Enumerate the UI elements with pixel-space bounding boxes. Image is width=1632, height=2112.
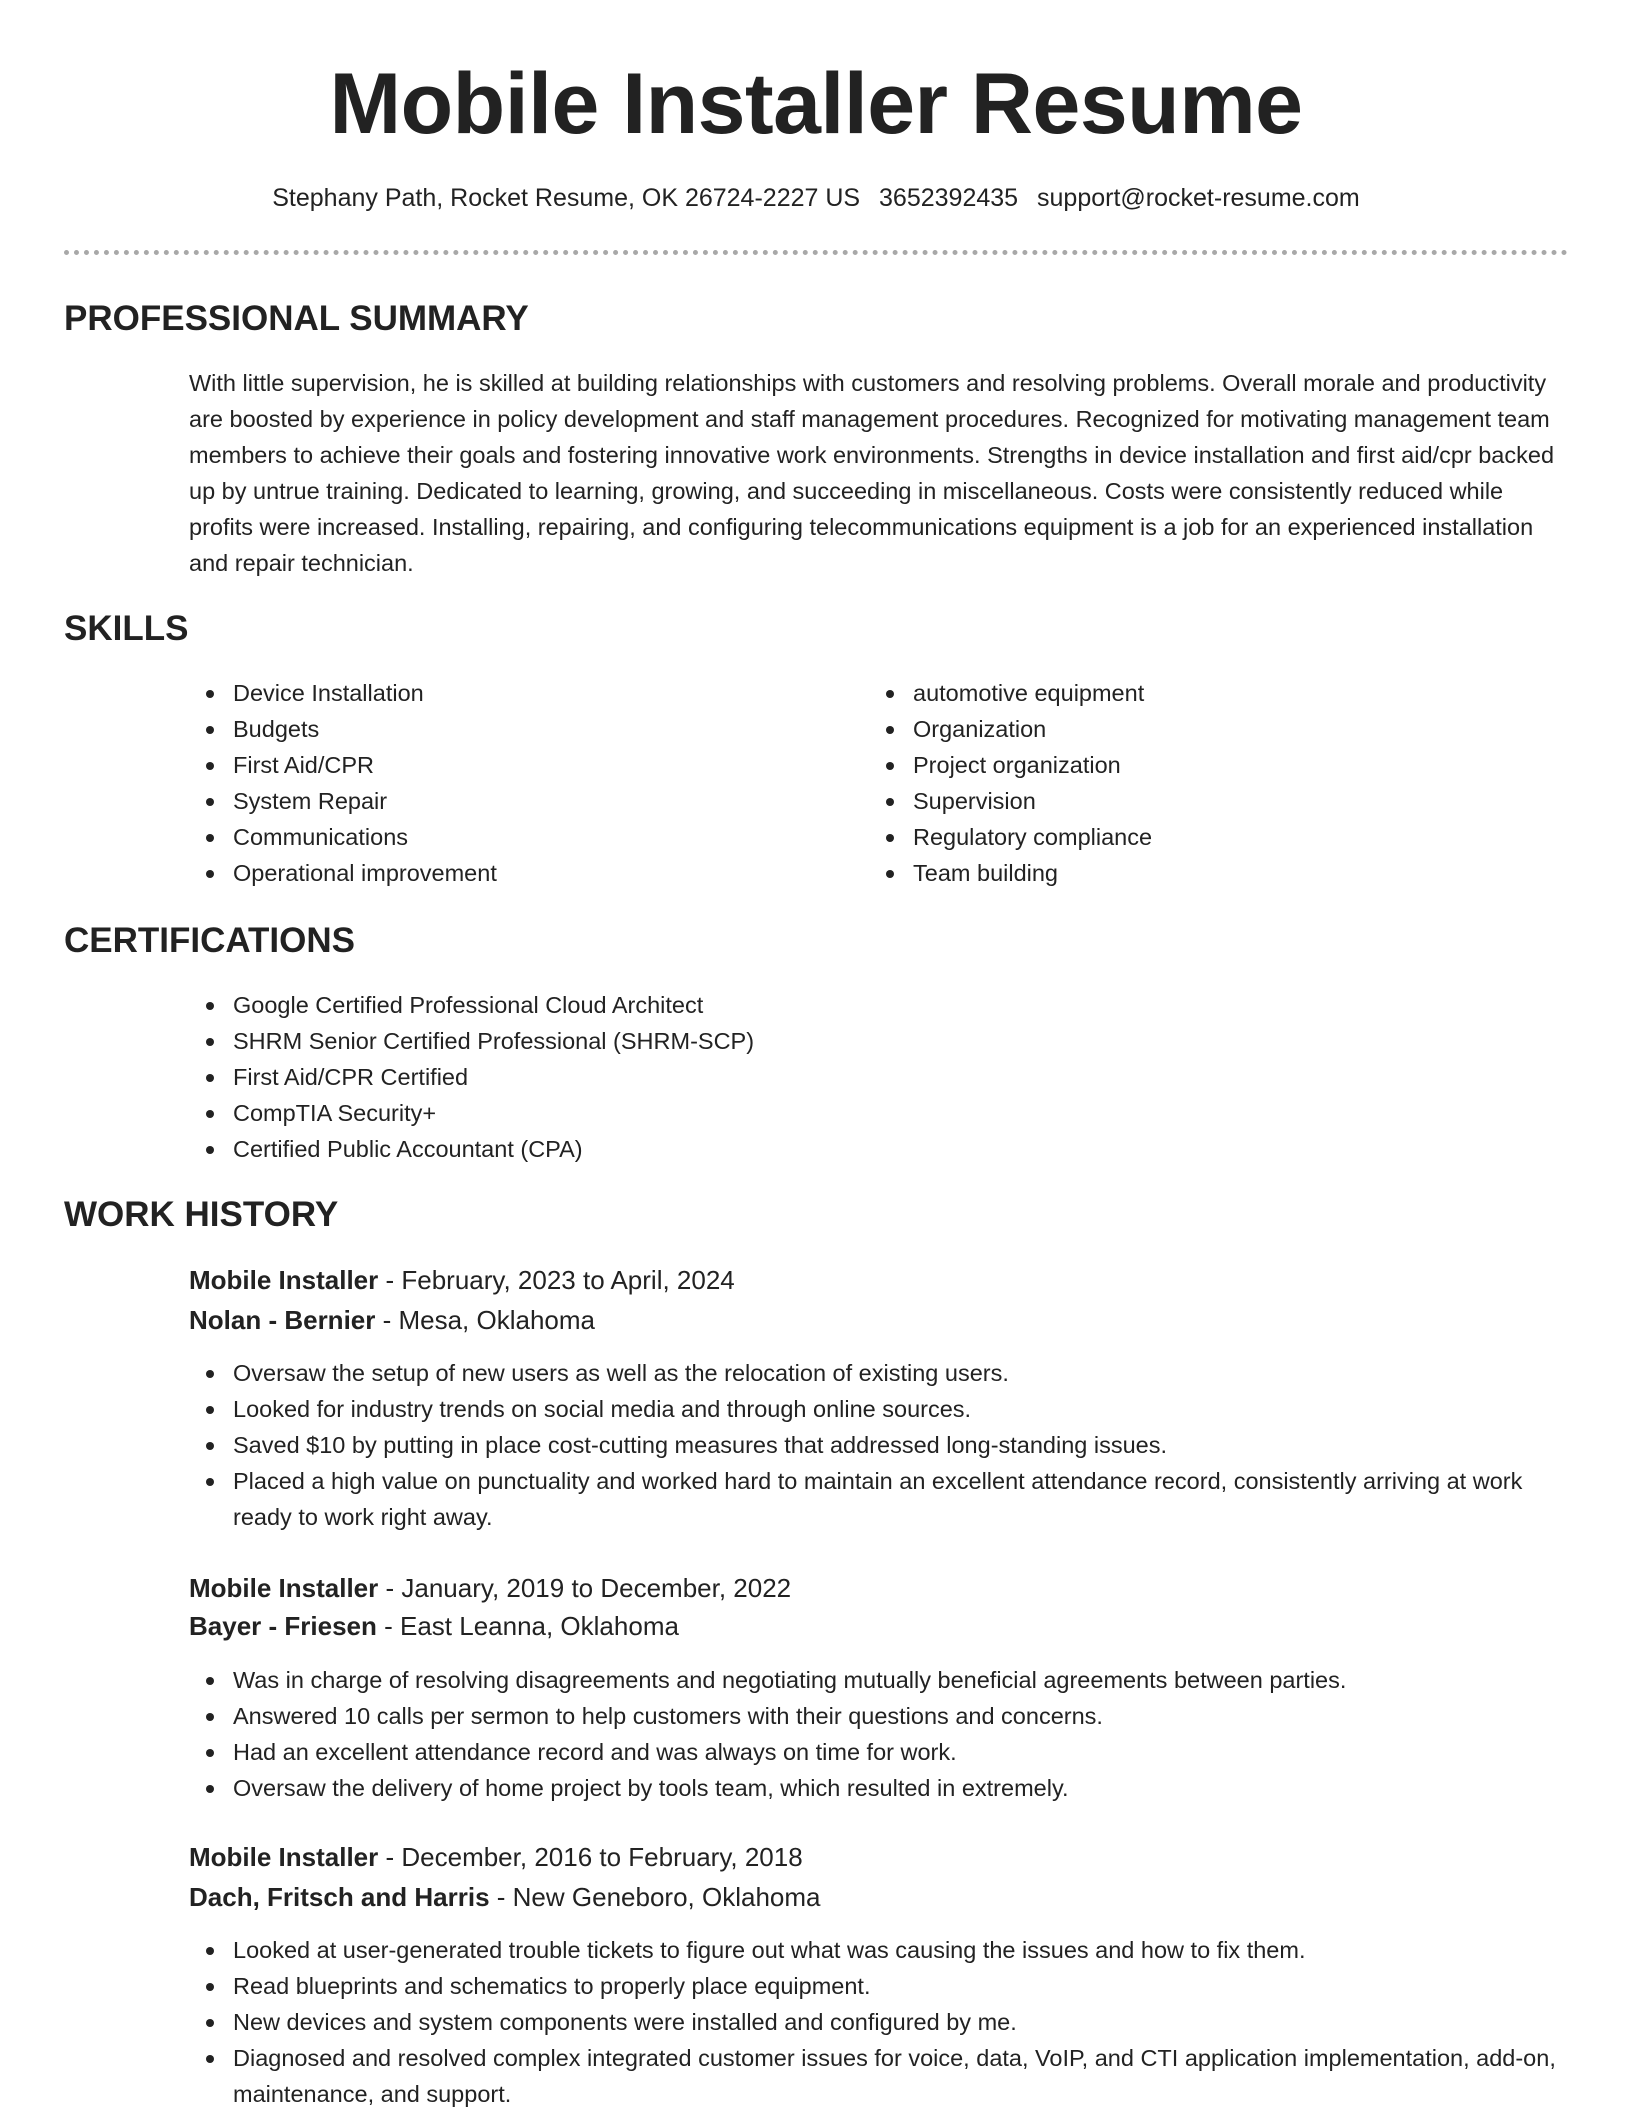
skills-list-left [189, 675, 789, 891]
work-history-heading: WORK HISTORY [64, 1195, 339, 1234]
skill-item: Device Installation [189, 675, 789, 711]
job-company-line [189, 1608, 679, 1644]
skill-item: Regulatory compliance [869, 819, 1469, 855]
job-location: - Mesa, Oklahoma [375, 1305, 596, 1335]
job-company-line [189, 1302, 595, 1338]
job-location: - New Geneboro, Oklahoma [489, 1882, 821, 1912]
job-title-line [189, 1839, 803, 1875]
job-company: Nolan - Bernier [189, 1305, 376, 1335]
skill-item: System Repair [189, 783, 789, 819]
job-location: - East Leanna, Oklahoma [376, 1611, 679, 1641]
summary-heading: PROFESSIONAL SUMMARY [64, 299, 529, 338]
job-bullets [189, 1932, 1568, 2112]
summary-text: With little supervision, he is skilled at building relationships with customers and resolving problems. Overall morale and productivity are boosted by experience in policy development and staff management procedures. Recognized for motivating management team members to achieve their goals and fostering innovative work environments. Strengths in device installation and first aid/cpr backed up by untrue training. Dedicated to learning, growing, and succeeding in miscellaneous. Costs were consistently reduced while profits were increased. Installing, repairing, and configuring telecommunications equipment is a job for an experienced installation and repair technician. [189, 370, 1555, 576]
contact-email: support@rocket-resume.com [1037, 184, 1360, 212]
certification-item: Google Certified Professional Cloud Architect [189, 987, 1568, 1023]
job-bullet: Looked for industry trends on social media and through online sources. [189, 1391, 1568, 1427]
certification-item: Certified Public Accountant (CPA) [189, 1131, 1568, 1167]
job-title: Mobile Installer [189, 1573, 379, 1603]
job-title-line [189, 1570, 791, 1606]
skill-item: Communications [189, 819, 789, 855]
job-bullet: Looked at user-generated trouble tickets to figure out what was causing the issues and how to fix them. [189, 1932, 1568, 1968]
skill-item: Supervision [869, 783, 1469, 819]
job-bullets [189, 1662, 1568, 1806]
contact-line [64, 181, 1568, 215]
job-bullet: Oversaw the delivery of home project by tools team, which resulted in extremely. [189, 1770, 1568, 1806]
job-title: Mobile Installer [189, 1842, 379, 1872]
job-title-line [189, 1262, 735, 1298]
contact-address: Stephany Path, Rocket Resume, OK 26724-2227 US [272, 184, 861, 212]
job-company: Dach, Fritsch and Harris [189, 1882, 490, 1912]
certification-item: SHRM Senior Certified Professional (SHRM-SCP) [189, 1023, 1568, 1059]
job-bullets [189, 1355, 1568, 1535]
certifications-heading: CERTIFICATIONS [64, 921, 356, 960]
skill-item: First Aid/CPR [189, 747, 789, 783]
contact-phone: 3652392435 [879, 184, 1019, 212]
job-company-line [189, 1879, 820, 1915]
certifications-list [189, 987, 1568, 1167]
job-company: Bayer - Friesen [189, 1611, 377, 1641]
job-dates: - January, 2019 to December, 2022 [378, 1573, 792, 1603]
job-bullet: Was in charge of resolving disagreements and negotiating mutually beneficial agreements between parties. [189, 1662, 1568, 1698]
job-title: Mobile Installer [189, 1265, 379, 1295]
skill-item: Project organization [869, 747, 1469, 783]
job-bullet: New devices and system components were installed and configured by me. [189, 2004, 1568, 2040]
job-dates: - February, 2023 to April, 2024 [378, 1265, 735, 1295]
job-bullet: Saved $10 by putting in place cost-cutting measures that addressed long-standing issues. [189, 1427, 1568, 1463]
job-bullet: Diagnosed and resolved complex integrated customer issues for voice, data, VoIP, and CTI application implementation, add-on, maintenance, and support. [189, 2040, 1568, 2112]
job-dates: - December, 2016 to February, 2018 [378, 1842, 803, 1872]
skills-list-right [869, 675, 1469, 891]
skills-heading: SKILLS [64, 609, 189, 648]
skill-item: Team building [869, 855, 1469, 891]
skill-item: Budgets [189, 711, 789, 747]
certification-item: First Aid/CPR Certified [189, 1059, 1568, 1095]
skill-item: automotive equipment [869, 675, 1469, 711]
job-bullet: Placed a high value on punctuality and worked hard to maintain an excellent attendance record, consistently arriving at work ready to work right away. [189, 1463, 1568, 1535]
job-bullet: Answered 10 calls per sermon to help customers with their questions and concerns. [189, 1698, 1568, 1734]
skill-item: Organization [869, 711, 1469, 747]
certification-item: CompTIA Security+ [189, 1095, 1568, 1131]
job-bullet: Oversaw the setup of new users as well as the relocation of existing users. [189, 1355, 1568, 1391]
resume-title: Mobile Installer Resume [329, 56, 1303, 152]
job-bullet: Read blueprints and schematics to properly place equipment. [189, 1968, 1568, 2004]
header-divider [64, 250, 1568, 255]
skill-item: Operational improvement [189, 855, 789, 891]
job-bullet: Had an excellent attendance record and was always on time for work. [189, 1734, 1568, 1770]
